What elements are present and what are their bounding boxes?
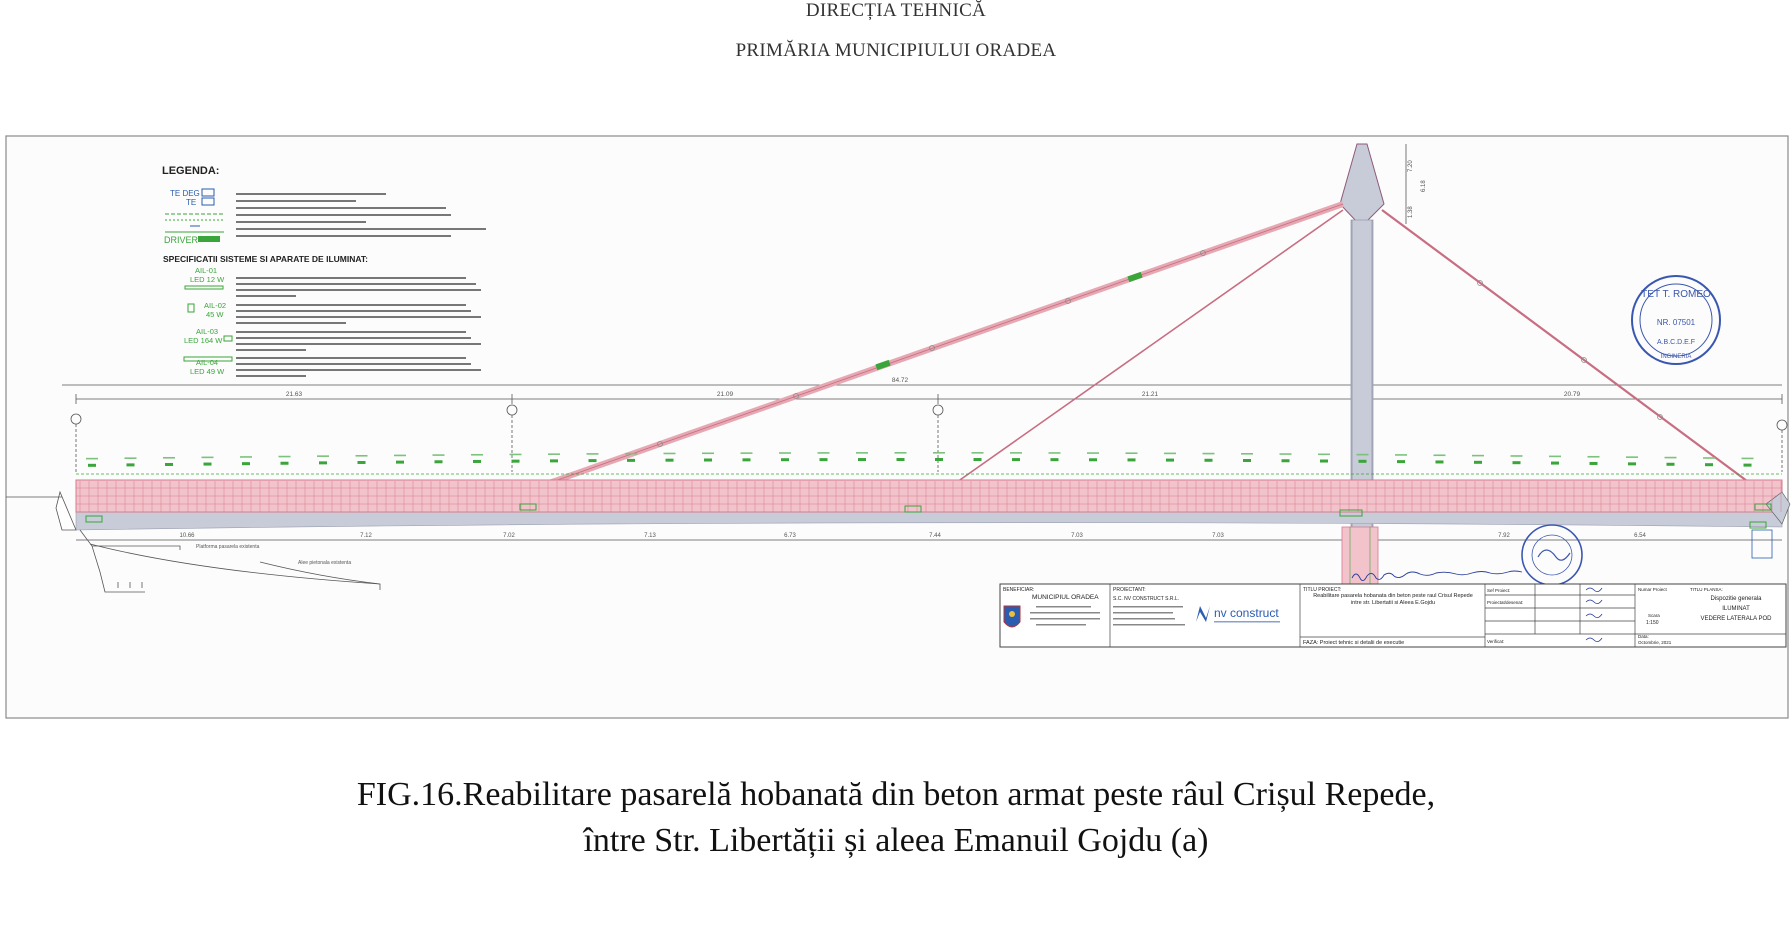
- legend-title: LEGENDA:: [162, 165, 220, 177]
- dimension-span: 21.21: [1141, 391, 1159, 398]
- legend-specs-title: SPECIFICATII SISTEME SI APARATE DE ILUMINAT:: [163, 254, 368, 264]
- ground-label: Platforma pasarela existenta: [196, 544, 260, 550]
- tb-beneficiar-label: BENEFICIAR:: [1003, 587, 1035, 593]
- tb-verificat: Verificat:: [1487, 639, 1505, 644]
- luminaire-tag: [317, 455, 329, 457]
- luminaire-marker: [1359, 460, 1367, 463]
- tb-titlu-plansa-1: Dispozitie generala: [1710, 596, 1762, 602]
- legend-symbol-driver: DRIVER: [164, 235, 199, 245]
- luminaire-marker: [935, 458, 943, 461]
- luminaire-marker: [1282, 459, 1290, 462]
- luminaire-tag: [1626, 456, 1638, 458]
- luminaire-tag: [933, 452, 945, 454]
- tb-titlu-proiect: Reabilitare pasarela hobanata din beton peste raul Crisul Repede intre str. Libertatii si Aleea E.Gojdu: [1313, 593, 1473, 606]
- pylon-dim: 1.38: [1408, 206, 1414, 218]
- luminaire-tag: [895, 452, 907, 454]
- luminaire-marker: [281, 462, 289, 465]
- luminaire-marker: [88, 464, 96, 467]
- luminaire-marker: [589, 459, 597, 462]
- tb-data-label: Data:: [1638, 634, 1649, 639]
- luminaire-tag: [1742, 458, 1754, 460]
- tb-titlu-plansa-3: VEDERE LATERALA POD: [1700, 616, 1772, 622]
- header-city-hall: PRIMĂRIA MUNICIPIULUI ORADEA: [735, 40, 1057, 61]
- luminaire-tag: [125, 457, 137, 459]
- luminaire-marker: [820, 458, 828, 461]
- luminaire-tag: [1203, 453, 1215, 455]
- legend-driver-box: [198, 236, 220, 242]
- title-block: [1000, 584, 1786, 647]
- dimension-span: 20.79: [1563, 391, 1581, 398]
- luminaire-tag: [625, 453, 637, 455]
- luminaire-marker: [858, 458, 866, 461]
- legend-item-spec: 45 W: [206, 310, 224, 319]
- luminaire-marker: [743, 458, 751, 461]
- dimension-bottom: 7.13: [644, 533, 656, 539]
- luminaire-marker: [435, 460, 443, 463]
- luminaire-tag: [1703, 457, 1715, 459]
- dimension-bottom: 7.12: [360, 533, 372, 539]
- luminaire-tag: [240, 456, 252, 458]
- luminaire-marker: [1012, 458, 1020, 461]
- luminaire-marker: [1513, 461, 1521, 464]
- luminaire-marker: [550, 459, 558, 462]
- ground-label: Alee pietonala existenta: [298, 560, 352, 566]
- luminaire-marker: [704, 458, 712, 461]
- luminaire-tag: [1395, 454, 1407, 456]
- figure-caption-line-1: FIG.16.Reabilitare pasarelă hobanată din beton armat peste râul Crișul Repede,: [356, 776, 1436, 813]
- luminaire-marker: [1205, 459, 1213, 462]
- tb-proiectant-label: PROIECTANT:: [1113, 587, 1146, 593]
- luminaire-tag: [433, 454, 445, 456]
- dimension-bottom: 6.54: [1634, 533, 1646, 539]
- luminaire-tag: [741, 452, 753, 454]
- dimension-bottom: 7.03: [1071, 533, 1083, 539]
- luminaire-marker: [1166, 459, 1174, 462]
- luminaire-tag: [818, 452, 830, 454]
- luminaire-tag: [856, 452, 868, 454]
- dimension-bottom: 7.02: [503, 533, 515, 539]
- luminaire-marker: [1628, 462, 1636, 465]
- dimension-bottom: 7.44: [929, 533, 941, 539]
- luminaire-tag: [1434, 454, 1446, 456]
- luminaire-marker: [897, 458, 905, 461]
- legend-item-spec: LED 49 W: [190, 367, 225, 376]
- luminaire-marker: [1590, 462, 1598, 465]
- luminaire-marker: [1128, 458, 1136, 461]
- tb-sef-proiect: Sef Proiect:: [1487, 588, 1511, 593]
- dimension-span: 21.63: [285, 391, 303, 398]
- luminaire-tag: [1241, 453, 1253, 455]
- luminaire-marker: [396, 461, 404, 464]
- legend-item-spec: LED 12 W: [190, 275, 225, 284]
- luminaire-tag: [1472, 455, 1484, 457]
- luminaire-tag: [1126, 452, 1138, 454]
- legend-item-code: AIL-03: [196, 327, 219, 336]
- dimension-bottom: 10.66: [179, 533, 195, 539]
- luminaire-tag: [548, 453, 560, 455]
- luminaire-marker: [165, 463, 173, 466]
- luminaire-tag: [356, 455, 368, 457]
- city-coat-of-arms-icon: [1004, 606, 1020, 627]
- luminaire-tag: [1588, 456, 1600, 458]
- luminaire-tag: [779, 452, 791, 454]
- luminaire-tag: [394, 455, 406, 457]
- luminaire-marker: [627, 459, 635, 462]
- nv-construct-logo-text: nv construct: [1214, 606, 1279, 620]
- tb-scara-label: Scara: [1648, 613, 1660, 618]
- stamp-classes: A.B.C.D.E.F: [1656, 339, 1696, 346]
- luminaire-marker: [1474, 461, 1482, 464]
- luminaire-marker: [1436, 460, 1444, 463]
- tb-titlu-plansa-2: ILUMINAT: [1722, 606, 1750, 612]
- tb-faza: FAZA: Proiect tehnic si detalii de executie: [1303, 640, 1405, 646]
- legend-item-code: AIL-04: [196, 358, 219, 367]
- luminaire-marker: [1320, 460, 1328, 463]
- luminaire-marker: [1089, 458, 1097, 461]
- luminaire-marker: [358, 461, 366, 464]
- stamp-name: TET T. ROMEO: [1641, 289, 1711, 300]
- luminaire-marker: [127, 463, 135, 466]
- legend-item-code: AIL-02: [204, 301, 227, 310]
- header-directorate: DIRECȚIA TEHNICĂ: [805, 0, 987, 21]
- tb-titlu-proiect-label: TITLU PROIECT:: [1303, 587, 1342, 593]
- dimension-bottom: 7.92: [1498, 533, 1510, 539]
- luminaire-tag: [202, 457, 214, 459]
- luminaire-tag: [664, 453, 676, 455]
- luminaire-marker: [1744, 464, 1752, 467]
- luminaire-marker: [473, 460, 481, 463]
- bridge-lighting-drawing: [0, 132, 1792, 728]
- pylon-dim: 6.18: [1421, 180, 1427, 192]
- luminaire-marker: [242, 462, 250, 465]
- legend-item-code: AIL-01: [195, 266, 218, 275]
- luminaire-marker: [319, 461, 327, 464]
- luminaire-marker: [1667, 463, 1675, 466]
- luminaire-marker: [1051, 458, 1059, 461]
- legend-symbol-te: TE: [186, 198, 197, 207]
- dimension-bottom: 6.73: [784, 533, 796, 539]
- luminaire-marker: [512, 460, 520, 463]
- legend-symbol-te-deg: TE DEG: [170, 189, 200, 198]
- luminaire-tag: [1511, 455, 1523, 457]
- dimension-overall: 84.72: [891, 377, 909, 384]
- luminaire-tag: [972, 452, 984, 454]
- luminaire-tag: [1164, 453, 1176, 455]
- luminaire-tag: [279, 456, 291, 458]
- tb-proiectant: S.C. NV CONSTRUCT S.R.L.: [1113, 596, 1180, 602]
- bridge-deck: [6, 474, 1790, 530]
- stamp-number: NR. 07501: [1656, 318, 1696, 327]
- luminaire-tag: [1549, 456, 1561, 458]
- luminaire-marker: [974, 458, 982, 461]
- luminaire-tag: [510, 454, 522, 456]
- luminaire-tag: [86, 458, 98, 460]
- dimension-span: 21.09: [716, 391, 734, 398]
- tb-titlu-plansa-label: TITLU PLANSA:: [1690, 587, 1723, 592]
- luminaire-marker: [1243, 459, 1251, 462]
- luminaire-tag: [1318, 454, 1330, 456]
- luminaire-tag: [1665, 457, 1677, 459]
- legend-item-spec: LED 164 W: [184, 336, 223, 345]
- luminaire-tag: [471, 454, 483, 456]
- luminaire-marker: [1551, 462, 1559, 465]
- tb-proiectat: Proiectat/desenat:: [1487, 600, 1524, 605]
- dimension-bottom: 7.03: [1212, 533, 1224, 539]
- luminaire-tag: [702, 452, 714, 454]
- luminaire-tag: [163, 457, 175, 459]
- luminaire-marker: [1397, 460, 1405, 463]
- pylon-dim: 7.20: [1408, 160, 1414, 172]
- tb-data: Octombrie, 2021: [1638, 640, 1672, 645]
- tb-beneficiar: MUNICIPIUL ORADEA: [1032, 594, 1099, 601]
- luminaire-tag: [1087, 452, 1099, 454]
- luminaire-marker: [781, 458, 789, 461]
- right-pier: [1342, 527, 1378, 589]
- luminaire-marker: [204, 463, 212, 466]
- luminaire-marker: [666, 459, 674, 462]
- luminaire-tag: [1280, 453, 1292, 455]
- stamp-bottom: INGINERIA: [1660, 354, 1692, 360]
- tb-scara: 1:150: [1646, 620, 1659, 626]
- luminaire-tag: [587, 453, 599, 455]
- luminaire-tag: [1049, 452, 1061, 454]
- luminaire-marker: [1705, 463, 1713, 466]
- luminaire-tag: [1357, 454, 1369, 456]
- luminaire-tag: [1010, 452, 1022, 454]
- figure-caption-line-2: între Str. Libertății și aleea Emanuil Gojdu (a): [583, 822, 1209, 859]
- tb-nr-proiect: Numar Proiect: [1638, 587, 1667, 592]
